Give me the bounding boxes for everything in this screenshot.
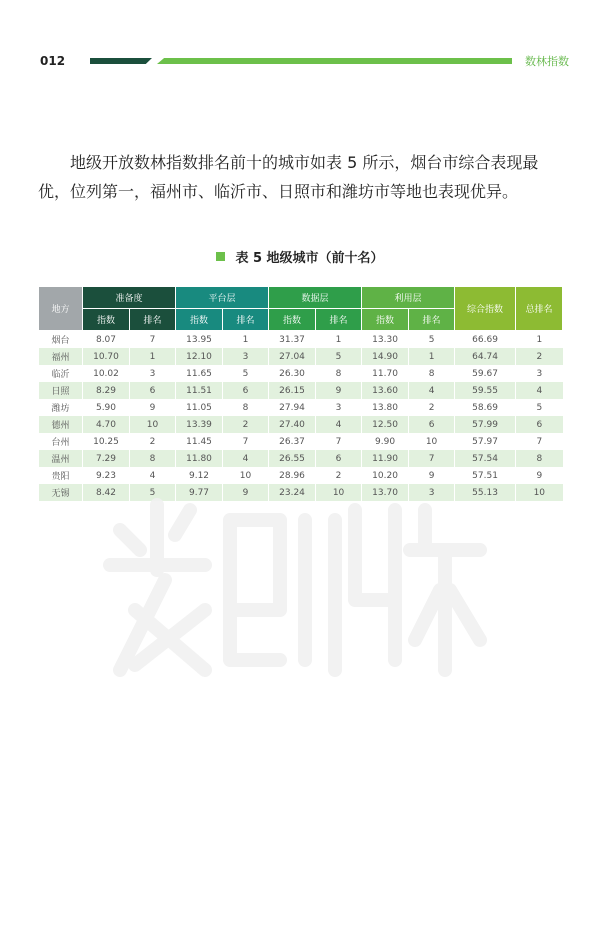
header-total-rank: 总排名 [516, 287, 563, 331]
value-cell: 8.42 [83, 484, 130, 501]
value-cell: 8.07 [83, 331, 130, 349]
value-cell: 10 [516, 484, 563, 501]
value-cell: 8 [516, 450, 563, 467]
city-name-cell: 烟台 [39, 331, 83, 349]
watermark-graphic [95, 490, 495, 680]
value-cell: 9 [130, 399, 176, 416]
table-body [39, 331, 563, 502]
subheader-index: 指数 [269, 309, 316, 331]
table-row [39, 382, 563, 399]
value-cell: 2 [516, 348, 563, 365]
value-cell: 13.39 [176, 416, 223, 433]
value-cell: 2 [409, 399, 455, 416]
value-cell: 11.65 [176, 365, 223, 382]
value-cell: 11.51 [176, 382, 223, 399]
city-name-cell: 台州 [39, 433, 83, 450]
value-cell: 27.40 [269, 416, 316, 433]
subheader-rank: 排名 [316, 309, 362, 331]
value-cell: 6 [223, 382, 269, 399]
value-cell: 10 [409, 433, 455, 450]
value-cell: 6 [516, 416, 563, 433]
table-row [39, 365, 563, 382]
value-cell: 9 [316, 382, 362, 399]
table-row [39, 433, 563, 450]
city-name-cell: 日照 [39, 382, 83, 399]
value-cell: 27.04 [269, 348, 316, 365]
table-row [39, 399, 563, 416]
value-cell: 7 [316, 433, 362, 450]
value-cell: 10.70 [83, 348, 130, 365]
value-cell: 11.70 [362, 365, 409, 382]
header-group-platform: 平台层 [176, 287, 269, 309]
value-cell: 26.55 [269, 450, 316, 467]
value-cell: 10 [130, 416, 176, 433]
value-cell: 10.02 [83, 365, 130, 382]
value-cell: 2 [223, 416, 269, 433]
value-cell: 26.37 [269, 433, 316, 450]
value-cell: 23.24 [269, 484, 316, 501]
value-cell: 13.70 [362, 484, 409, 501]
value-cell: 13.30 [362, 331, 409, 349]
value-cell: 9 [223, 484, 269, 501]
value-cell: 1 [130, 348, 176, 365]
value-cell: 10.25 [83, 433, 130, 450]
value-cell: 5 [130, 484, 176, 501]
header-composite-index: 综合指数 [455, 287, 516, 331]
value-cell: 3 [516, 365, 563, 382]
city-name-cell: 福州 [39, 348, 83, 365]
value-cell: 13.60 [362, 382, 409, 399]
value-cell: 7 [223, 433, 269, 450]
value-cell: 59.55 [455, 382, 516, 399]
value-cell: 11.90 [362, 450, 409, 467]
table-row [39, 416, 563, 433]
city-name-cell: 临沂 [39, 365, 83, 382]
subheader-index: 指数 [83, 309, 130, 331]
value-cell: 28.96 [269, 467, 316, 484]
value-cell: 7 [516, 433, 563, 450]
table-title [0, 247, 600, 266]
value-cell: 5 [409, 331, 455, 349]
page-number: 012 [40, 54, 66, 68]
value-cell: 31.37 [269, 331, 316, 349]
value-cell: 9 [516, 467, 563, 484]
header-group-readiness: 准备度 [83, 287, 176, 309]
ranking-table [38, 286, 563, 501]
value-cell: 57.99 [455, 416, 516, 433]
value-cell: 4 [223, 450, 269, 467]
value-cell: 64.74 [455, 348, 516, 365]
value-cell: 14.90 [362, 348, 409, 365]
subheader-index: 指数 [176, 309, 223, 331]
value-cell: 11.45 [176, 433, 223, 450]
value-cell: 10 [223, 467, 269, 484]
value-cell: 27.94 [269, 399, 316, 416]
value-cell: 13.80 [362, 399, 409, 416]
value-cell: 11.05 [176, 399, 223, 416]
value-cell: 59.67 [455, 365, 516, 382]
header-bar-light [157, 58, 512, 64]
value-cell: 58.69 [455, 399, 516, 416]
value-cell: 8 [316, 365, 362, 382]
header-region: 地方 [39, 287, 83, 331]
header-group-data: 数据层 [269, 287, 362, 309]
city-name-cell: 无锡 [39, 484, 83, 501]
subheader-rank: 排名 [223, 309, 269, 331]
value-cell: 3 [316, 399, 362, 416]
value-cell: 3 [130, 365, 176, 382]
value-cell: 11.80 [176, 450, 223, 467]
value-cell: 5 [516, 399, 563, 416]
header-bar-dark [90, 58, 152, 64]
body-paragraph: 地级开放数林指数排名前十的城市如表 5 所示，烟台市综合表现最优，位列第一，福州市、临沂市、日照市和潍坊市等地也表现优异。 [38, 153, 539, 201]
value-cell: 9.12 [176, 467, 223, 484]
subheader-rank: 排名 [409, 309, 455, 331]
value-cell: 4.70 [83, 416, 130, 433]
value-cell: 57.54 [455, 450, 516, 467]
value-cell: 10.20 [362, 467, 409, 484]
value-cell: 57.97 [455, 433, 516, 450]
value-cell: 7 [409, 450, 455, 467]
value-cell: 9.23 [83, 467, 130, 484]
value-cell: 7.29 [83, 450, 130, 467]
value-cell: 1 [223, 331, 269, 349]
value-cell: 57.51 [455, 467, 516, 484]
subheader-index: 指数 [362, 309, 409, 331]
value-cell: 12.10 [176, 348, 223, 365]
section-label: 数林指数 [525, 55, 569, 68]
value-cell: 1 [409, 348, 455, 365]
value-cell: 6 [130, 382, 176, 399]
value-cell: 2 [130, 433, 176, 450]
title-square-icon [216, 252, 225, 261]
value-cell: 26.30 [269, 365, 316, 382]
city-name-cell: 贵阳 [39, 467, 83, 484]
table-title-text: 表 5 地级城市（前十名） [235, 251, 384, 266]
value-cell: 8.29 [83, 382, 130, 399]
value-cell: 3 [409, 484, 455, 501]
value-cell: 9.77 [176, 484, 223, 501]
value-cell: 10 [316, 484, 362, 501]
value-cell: 6 [316, 450, 362, 467]
value-cell: 5.90 [83, 399, 130, 416]
value-cell: 66.69 [455, 331, 516, 349]
value-cell: 6 [409, 416, 455, 433]
value-cell: 4 [409, 382, 455, 399]
value-cell: 5 [316, 348, 362, 365]
value-cell: 9 [409, 467, 455, 484]
table-row [39, 331, 563, 349]
value-cell: 4 [516, 382, 563, 399]
value-cell: 1 [316, 331, 362, 349]
table-row [39, 348, 563, 365]
value-cell: 3 [223, 348, 269, 365]
city-name-cell: 潍坊 [39, 399, 83, 416]
value-cell: 7 [130, 331, 176, 349]
city-name-cell: 温州 [39, 450, 83, 467]
value-cell: 9.90 [362, 433, 409, 450]
value-cell: 8 [409, 365, 455, 382]
table-row [39, 450, 563, 467]
value-cell: 5 [223, 365, 269, 382]
header-group-usage: 利用层 [362, 287, 455, 309]
value-cell: 4 [130, 467, 176, 484]
value-cell: 8 [223, 399, 269, 416]
value-cell: 13.95 [176, 331, 223, 349]
value-cell: 8 [130, 450, 176, 467]
value-cell: 2 [316, 467, 362, 484]
value-cell: 4 [316, 416, 362, 433]
table-row [39, 467, 563, 484]
value-cell: 12.50 [362, 416, 409, 433]
value-cell: 26.15 [269, 382, 316, 399]
value-cell: 55.13 [455, 484, 516, 501]
subheader-rank: 排名 [130, 309, 176, 331]
city-name-cell: 德州 [39, 416, 83, 433]
value-cell: 1 [516, 331, 563, 349]
